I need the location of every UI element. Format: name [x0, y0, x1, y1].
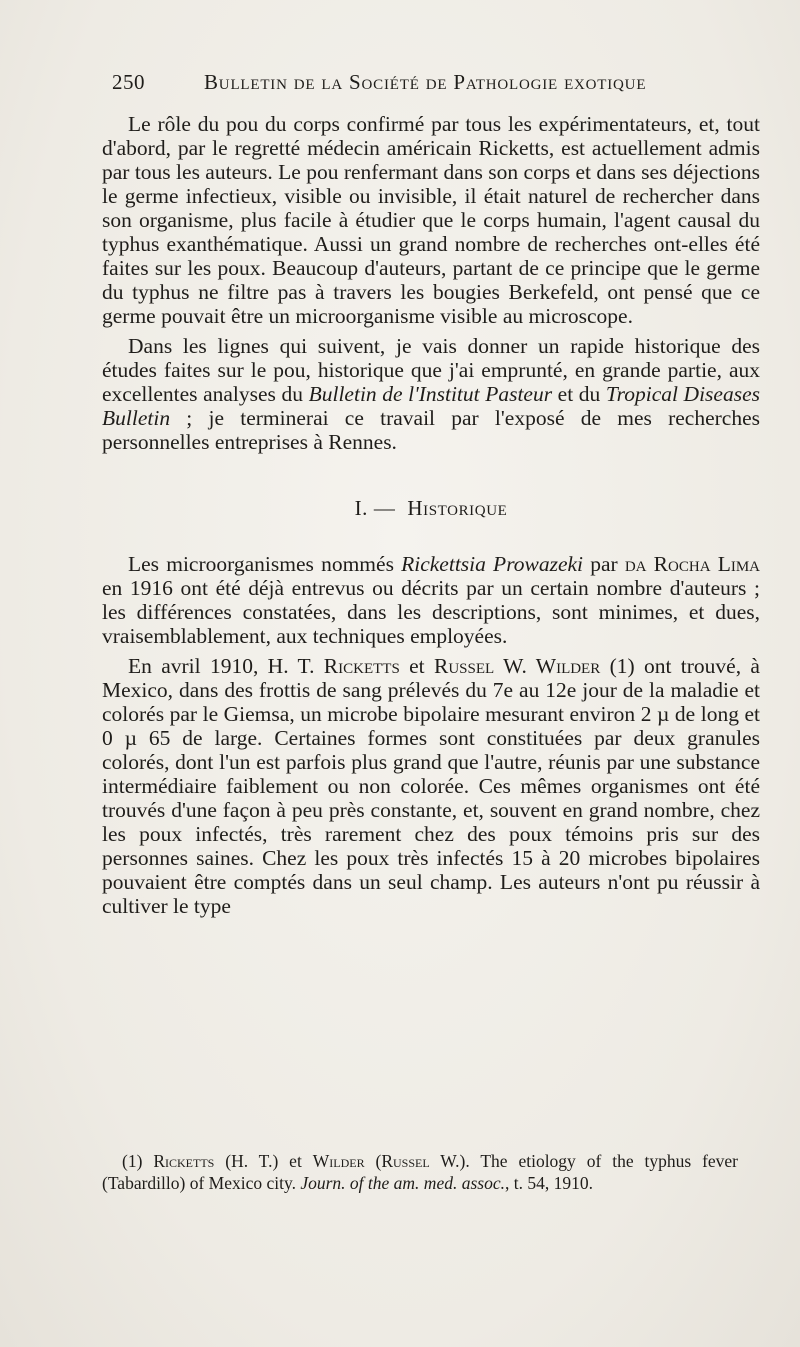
footnote-text-c: , t. 54, 1910. — [504, 1173, 593, 1193]
historique-paragraph-2 — [102, 654, 760, 918]
footnote — [102, 1150, 738, 1194]
hist-p1-text-c: en 1916 ont été déjà entrevus ou décrits par un certain nombre d'auteurs ; les différences constatées, dans les descriptions, sont minimes, et dues, vraisemblablement, aux techniques employées. — [102, 576, 760, 648]
author-da-rocha-lima: da Rocha Lima — [624, 552, 760, 576]
hist-p1-text-b: par — [583, 552, 625, 576]
running-title: Bulletin de la Société de Pathologie exotique — [204, 70, 647, 94]
hist-p1-text-a: Les microorganismes nommés — [128, 552, 402, 576]
section-heading — [102, 496, 760, 520]
page-number: 250 — [112, 70, 145, 94]
section-number: I. — — [354, 496, 396, 520]
intro-paragraph-1: Le rôle du pou du corps confirmé par tous les expérimentateurs, et, tout d'abord, par le regretté médecin américain Ricketts, est actuellement admis par tous les auteurs. Le pou renfermant dans son corps et dans ses déjections le germe infectieux, visible ou invisible, il était naturel de rechercher dans son organisme, plus facile à étudier que le corps humain, l'agent causal du typhus exanthématique. Aussi un grand nombre de recherches ont-elles été faites sur les poux. Beaucoup d'auteurs, partant de ce principe que le germe du typhus ne filtre pas à travers les bougies Berkefeld, ont pensé que ce germe pouvait être un microorganisme visible au microscope. — [102, 112, 760, 328]
author-wilder: Russel W. Wilder — [434, 654, 601, 678]
intro-p2-text-c: ; je terminerai ce travail par l'exposé de mes recherches personnelles entreprises à Rennes. — [102, 406, 760, 454]
footnote-text-b: . The etiology of the typhus fever (Tabardillo) of Mexico city. — [102, 1151, 739, 1193]
intro-p2-text-b: et du — [552, 382, 606, 406]
historique-paragraph-1 — [102, 552, 760, 648]
footnote-text — [102, 1150, 738, 1194]
hist-p2-text-b: et — [399, 654, 434, 678]
hist-p2-text-c: (1) ont trouvé, à Mexico, dans des frottis de sang prélevés du 7e au 12e jour de la maladie et colorés par le Giemsa, un microbe bipolaire mesurant environ 2 µ de long et 0 µ 65 de large. Certaines formes sont constituées par deux granules colorés, dont l'un est parfois plus grand que l'autre, réunis par une substance intermédiaire faiblement ou non colorée. Ces mêmes organismes ont été trouvés d'une façon à peu près constante, et, souvent en grand nombre, chez les poux infectés, très rarement chez des poux témoins pris sur des personnes saines. Chez les poux très infectés 15 à 20 microbes bipolaires pouvaient être comptés dans un seul champ. Les auteurs n'ont pu réussir à cultiver le type — [102, 654, 760, 918]
section-title: Historique — [407, 496, 508, 520]
hist-p2-text-a: En avril 1910, H. T. — [128, 654, 324, 678]
footnote-author-ricketts: Ricketts — [153, 1151, 215, 1171]
bulletin-institut-pasteur-title: Bulletin de l'Institut Pasteur — [308, 382, 553, 406]
footnote-text-a: (H. T.) et — [214, 1151, 313, 1171]
footnote-marker: (1) — [122, 1151, 154, 1171]
body-text — [102, 112, 760, 918]
footnote-journal: Journ. of the am. med. assoc. — [300, 1173, 505, 1193]
intro-paragraph-2 — [102, 334, 760, 454]
intro-p2-text-a: Dans les lignes qui suivent, je vais donner un rapide historique des études faites sur le pou, historique que j'ai emprunté, en grande partie, aux excellentes analyses du — [102, 334, 760, 406]
tropical-diseases-bulletin-title: Tropical Diseases Bulletin — [102, 382, 760, 430]
footnote-author-wilder: Wilder (Russel W.) — [312, 1151, 466, 1171]
species-name: Rickettsia Prowazeki — [401, 552, 584, 576]
author-ricketts: Ricketts — [323, 654, 400, 678]
